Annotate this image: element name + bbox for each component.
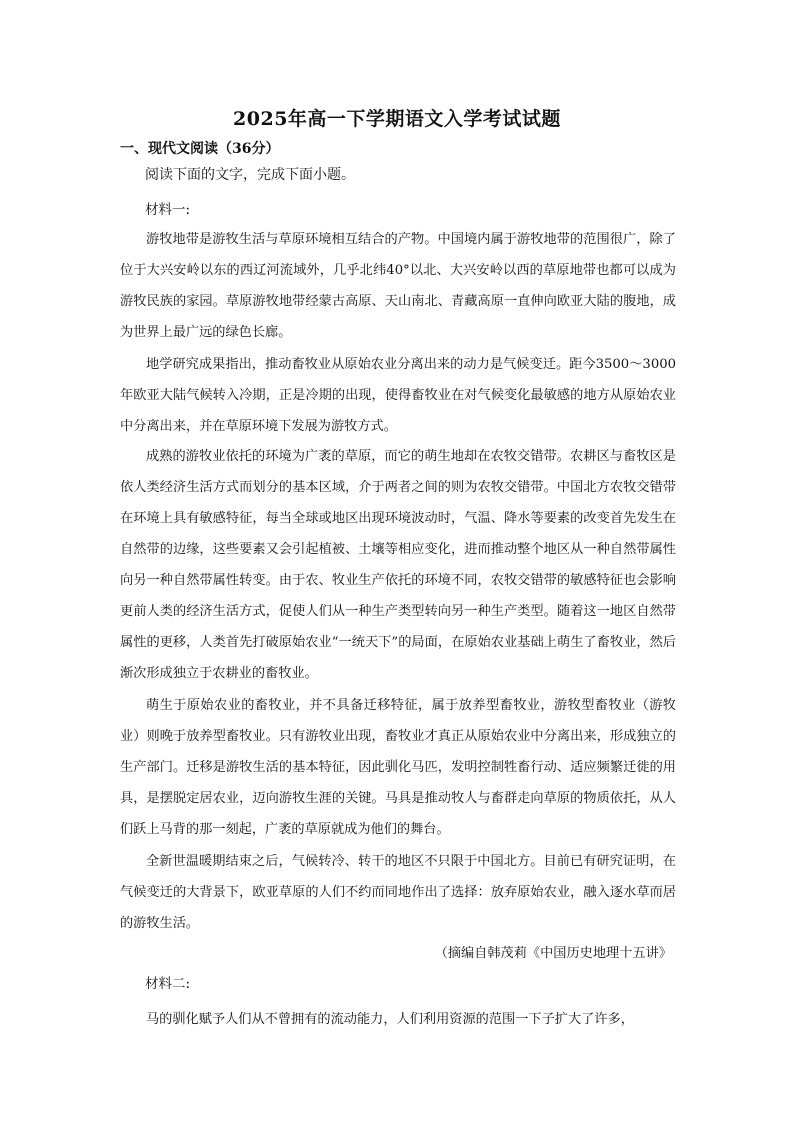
material-2-paragraph: 马的驯化赋予人们从不曾拥有的流动能力，人们利用资源的范围一下子扩大了许多， [146, 1012, 634, 1027]
paragraph-5: 全新世温暖期结束之后，气候转冷、转干的地区不只限于中国北方。目前已有研究证明，在气候变迁的大背景下，欧亚草原的人们不约而同地作出了选择：放弃原始农业，融入逐水草而居的游牧生活。 [120, 854, 676, 931]
paragraph-2: 地学研究成果指出，推动畜牧业从原始农业分离出来的动力是气候变迁。距今3500～3000年欧亚大陆气候转入冷期，正是冷期的出现，使得畜牧业在对气候变化最敏感的地方从原始农业中分离出来，并在草原环境下发展为游牧方式。 [120, 357, 676, 434]
page-title: 2025年高一下学期语文入学考试试题 [233, 108, 561, 130]
paragraph-1: 游牧地带是游牧生活与草原环境相互结合的产物。中国境内属于游牧地带的范围很广，除了位于大兴安岭以东的西辽河流域外，几乎北纬40°以北、大兴安岭以西的草原地带也都可以成为游牧民族的家园。草原游牧地带经蒙古高原、天山南北、青藏高原一直伸向欧亚大陆的腹地，成为世界上最广远的绿色长廊。 [120, 232, 676, 340]
paragraph-3: 成熟的游牧业依托的环境为广袤的草原，而它的萌生地却在农牧交错带。农耕区与畜牧区是依人类经济生活方式而划分的基本区域，介于两者之间的则为农牧交错带。中国北方农牧交错带在环境上具有敏感特征，每当全球或地区出现环境波动时，气温、降水等要素的改变首先发生在自然带的边缘，这些要素又会引起植被、土壤等相应变化，进而推动整个地区从一种自然带属性向另一种自然带属性转变。由于农、牧业生产依托的环境不同，农牧交错带的敏感特征也会影响更前人类的经济生活方式，促使人们从一种生产类型转向另一种生产类型。随着这一地区自然带属性的更移，人类首先打破原始农业“一统天下”的局面，在原始农业基础上萌生了畜牧业，然后渐次形成独立于农耕业的畜牧业。 [120, 449, 676, 681]
reading-instruction: 阅读下面的文字，完成下面小题。 [145, 167, 355, 183]
paragraph-4: 萌生于原始农业的畜牧业，并不具备迁移特征，属于放养型畜牧业，游牧型畜牧业（游牧业）则晚于放养型畜牧业。只有游牧业出现，畜牧业才真正从原始农业中分离出来，形成独立的生产部门。迁移是游牧生活的基本特征，因此驯化马匹，发明控制牲畜行动、适应频繁迁徙的用具，是摆脱定居农业，迈向游牧生涯的关键。马具是推动牧人与畜群走向草原的物质依托，从人们跃上马背的那一刻起，广袤的草原就成为他们的舞台。 [120, 698, 676, 837]
material-2-label: 材料二: [145, 976, 191, 992]
material-1-label: 材料一: [145, 202, 191, 218]
section-heading: 一、现代文阅读（36分） [120, 141, 280, 157]
source-citation: （摘编自韩茂莉《中国历史地理十五讲》 [434, 946, 672, 961]
